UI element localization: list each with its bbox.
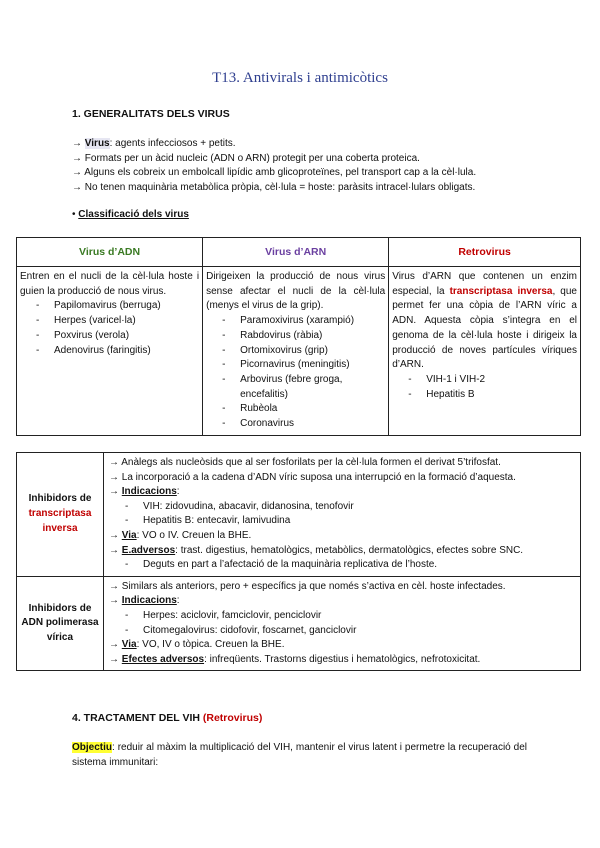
intro-line-1: → Virus: agents infecciosos + petits. (72, 138, 236, 149)
intro-line-2: → Formats per un àcid nucleic (ADN o ARN) protegit per una coberta proteica. (72, 152, 420, 164)
rna-virus-list (206, 314, 385, 432)
list-item: - Picornavirus (meningitis) (222, 358, 385, 373)
list-item: - Herpes: aciclovir, famciclovir, penciclovir (125, 609, 577, 624)
list-item: - Hepatitis B (408, 388, 577, 403)
header-rna-virus: Virus d’ARN (203, 238, 389, 267)
header-retrovirus: Retrovirus (389, 238, 581, 267)
intro-line-3: → Alguns els cobreix un embolcall lipídic amb glicoproteïnes, pel transport cap a la cèl·lula. (72, 167, 477, 179)
intro-line-4: → No tenen maquinària metabòlica pròpia, cèl·lula = hoste: paràsits intracel·lulars obligats. (72, 182, 476, 194)
list-item: - Papilomavirus (berruga) (36, 299, 199, 314)
cell-retrovirus: Virus d’ARN que contenen un enzim especial, la transcriptasa inversa, que permet fer una còpia de l’ARN víric a ADN. Aquesta còpia s’integra en el genoma de la cèl·lula hoste i dirigeix la producció de noves partícules víriques d’ARN. - VIH-1 i VIH-2 - Hepatitis B (389, 267, 581, 436)
list-item: - Herpes (varicel·la) (36, 314, 199, 329)
retrovirus-list (392, 373, 577, 402)
adverse-effects-list (109, 558, 577, 573)
list-item: - VIH-1 i VIH-2 (408, 373, 577, 388)
list-item: - Hepatitis B: entecavir, lamivudina (125, 514, 577, 529)
page-title: T13. Antivirals i antimicòtics (212, 70, 388, 86)
cell-dna-virus: Entren en el nucli de la cèl·lula hoste i guien la producció de nous virus. - Papilomavirus (berruga) - Herpes (varicel·la) - Poxvirus (verola) - Adenovirus (faringitis) (17, 267, 203, 436)
list-item: - Deguts en part a l’afectació de la maquinària replicativa de l’hoste. (125, 558, 577, 573)
antiviral-drugs-table (16, 452, 581, 671)
virus-term: Virus (84, 138, 110, 149)
list-item: - Citomegalovirus: cidofovir, foscarnet, ganciclovir (125, 624, 577, 639)
list-item: - Ortomixovirus (grip) (222, 344, 385, 359)
list-item: - Coronavirus (222, 417, 385, 432)
section-heading-generalitats: 1. GENERALITATS DELS VIRUS (72, 108, 230, 120)
indications-list (109, 500, 577, 529)
list-item: - VIH: zidovudina, abacavir, didanosina, tenofovir (125, 500, 577, 515)
indications-list (109, 609, 577, 638)
section-heading-vih-treatment: 4. TRACTAMENT DEL VIH (Retrovirus) (72, 712, 263, 724)
list-item: - Rubèola (222, 402, 385, 417)
row-body-dna-polymerase-inhibitors: → Similars als anteriors, pero + específics ja que només s’activa en cèl. hoste infectades. → Indicacions: - Herpes: aciclovir, famciclovir, penciclovir - Citomegalovirus: cidofovir, foscarnet, ganciclovir → Via: VO, IV o tòpica. Creuen la BHE. → Efectes adversos: infreqüents. Trastorns digestius i hematològics, nefrotoxicitat. (104, 576, 581, 671)
row-head-transcriptase-inhibitors: Inhibidors de transcriptasa inversa (17, 453, 104, 577)
classification-subheading: • Classificació dels virus (72, 209, 189, 220)
objective-label: Objectiu (72, 742, 113, 753)
dna-virus-list (20, 299, 199, 358)
virus-intro-lines (72, 137, 542, 196)
cell-rna-virus: Dirigeixen la producció de nous virus sense afectar el nucli de la cèl·lula (menys el virus de la grip). - Paramoxivirus (xarampió) - Rabdovirus (ràbia) - Ortomixovirus (grip) - Picornavirus (meningitis) - Arbovirus (febre groga, encefalitis) - Rubèola - Coronavirus (203, 267, 389, 436)
list-item: - Paramoxivirus (xarampió) (222, 314, 385, 329)
list-item: - Adenovirus (faringitis) (36, 344, 199, 359)
objective-paragraph: Objectiu: reduir al màxim la multiplicació del VIH, mantenir el virus latent i permetre la recuperació del sistema immunitari: (72, 742, 527, 768)
list-item: - Arbovirus (febre groga, encefalitis) (222, 373, 385, 402)
row-body-transcriptase-inhibitors: → Anàlegs als nucleòsids que al ser fosforilats per la cèl·lula formen el derivat 5’trifosfat. → La incorporació a la cadena d’ADN víric suposa una interrupció en la formació d’aquesta. → Indicacions: - VIH: zidovudina, abacavir, didanosina, tenofovir - Hepatitis B: entecavir, lamivudina → Via: VO o IV. Creuen la BHE. → E.adversos: trast. digestius, hematològics, metabòlics, dermatològics, efectes sobre SNC. - Deguts en part a l’afectació de la maquinària replicativa de l’hoste. (104, 453, 581, 577)
virus-classification-table (16, 237, 581, 436)
row-head-dna-polymerase-inhibitors: Inhibidors de ADN polimerasa vírica (17, 576, 104, 671)
list-item: - Poxvirus (verola) (36, 329, 199, 344)
list-item: - Rabdovirus (ràbia) (222, 329, 385, 344)
header-dna-virus: Virus d’ADN (17, 238, 203, 267)
transcriptase-term: transcriptasa inversa (449, 285, 553, 297)
